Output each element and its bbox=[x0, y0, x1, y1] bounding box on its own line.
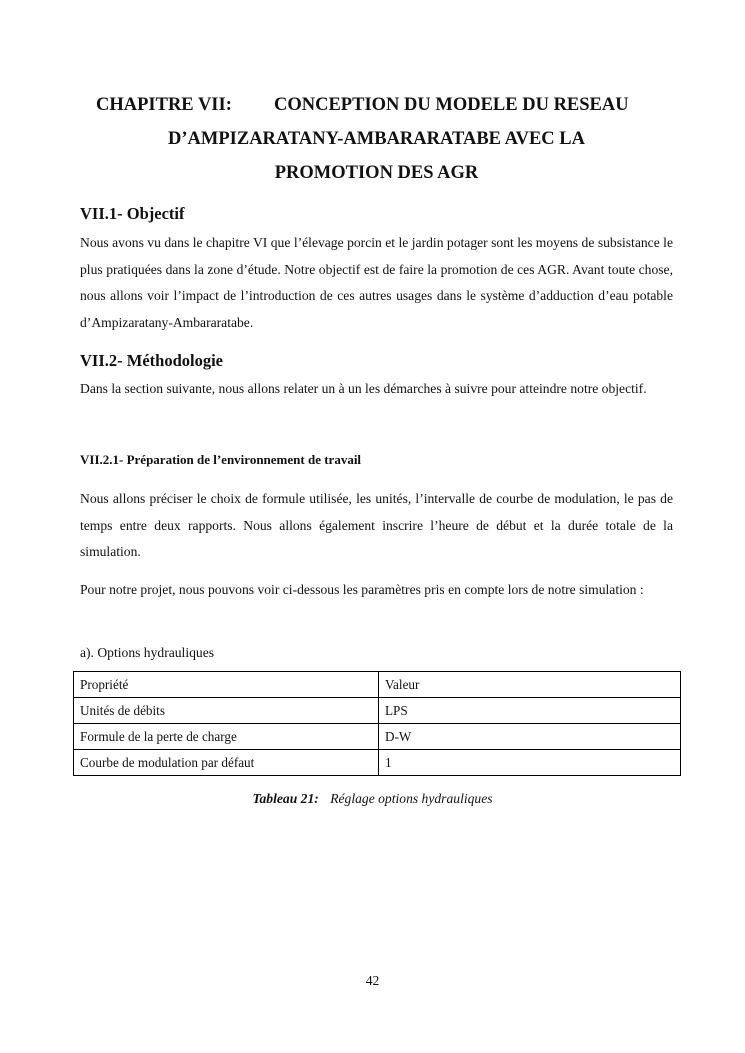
table-header-row bbox=[74, 672, 681, 698]
table-header-cell: Valeur bbox=[379, 672, 681, 698]
table-cell: D-W bbox=[379, 724, 681, 750]
table-caption bbox=[0, 791, 745, 807]
table-cell: LPS bbox=[379, 698, 681, 724]
table-caption-text: Réglage options hydrauliques bbox=[330, 791, 493, 806]
subsection-heading: VII.2.1- Préparation de l’environnement de travail bbox=[80, 452, 362, 467]
table-row bbox=[74, 698, 681, 724]
chapter-title-line-2: D’AMPIZARATANY-AMBARARATABE AVEC LA bbox=[168, 129, 585, 149]
section-heading-objectif: VII.1- Objectif bbox=[80, 204, 185, 223]
paragraph-preparation: Nous allons préciser le choix de formule utilisée, les unités, l’intervalle de courbe de modulation, le pas de temps entre deux rapports. Nous allons également inscrire l’heure de début et la durée totale de la simulation. bbox=[80, 491, 673, 559]
paragraph-methodologie: Dans la section suivante, nous allons relater un à un les démarches à suivre pour atteindre notre objectif. bbox=[80, 381, 647, 396]
table-row bbox=[74, 750, 681, 776]
table-cell: Courbe de modulation par défaut bbox=[74, 750, 379, 776]
page-number: 42 bbox=[365, 973, 380, 988]
table-row bbox=[74, 724, 681, 750]
table-header-cell: Propriété bbox=[74, 672, 379, 698]
chapter-title-line-1: CONCEPTION DU MODELE DU RESEAU bbox=[274, 95, 629, 115]
hydraulic-options-table bbox=[73, 671, 681, 776]
table-cell: 1 bbox=[379, 750, 681, 776]
paragraph-objectif: Nous avons vu dans le chapitre VI que l’élevage porcin et le jardin potager sont les moyens de subsistance le plus pratiquées dans la zone d’étude. Notre objectif est de faire la promotion de ces AGR. Avant toute chose, nous allons voir l’impact de l’introduction de ces autres usages dans le système d’adduction d’eau potable d’Ampizaratany-Ambararatabe. bbox=[80, 235, 673, 330]
chapter-title bbox=[80, 88, 673, 190]
table-cell: Formule de la perte de charge bbox=[74, 724, 379, 750]
table-cell: Unités de débits bbox=[74, 698, 379, 724]
chapter-number: CHAPITRE VII: bbox=[96, 95, 232, 115]
chapter-title-line-3: PROMOTION DES AGR bbox=[274, 163, 479, 183]
paragraph-parametres: Pour notre projet, nous pouvons voir ci-dessous les paramètres pris en compte lors de notre simulation : bbox=[80, 582, 644, 597]
section-heading-methodologie: VII.2- Méthodologie bbox=[80, 351, 223, 370]
options-label: a). Options hydrauliques bbox=[80, 645, 215, 660]
table-caption-label: Tableau 21: bbox=[252, 791, 319, 806]
